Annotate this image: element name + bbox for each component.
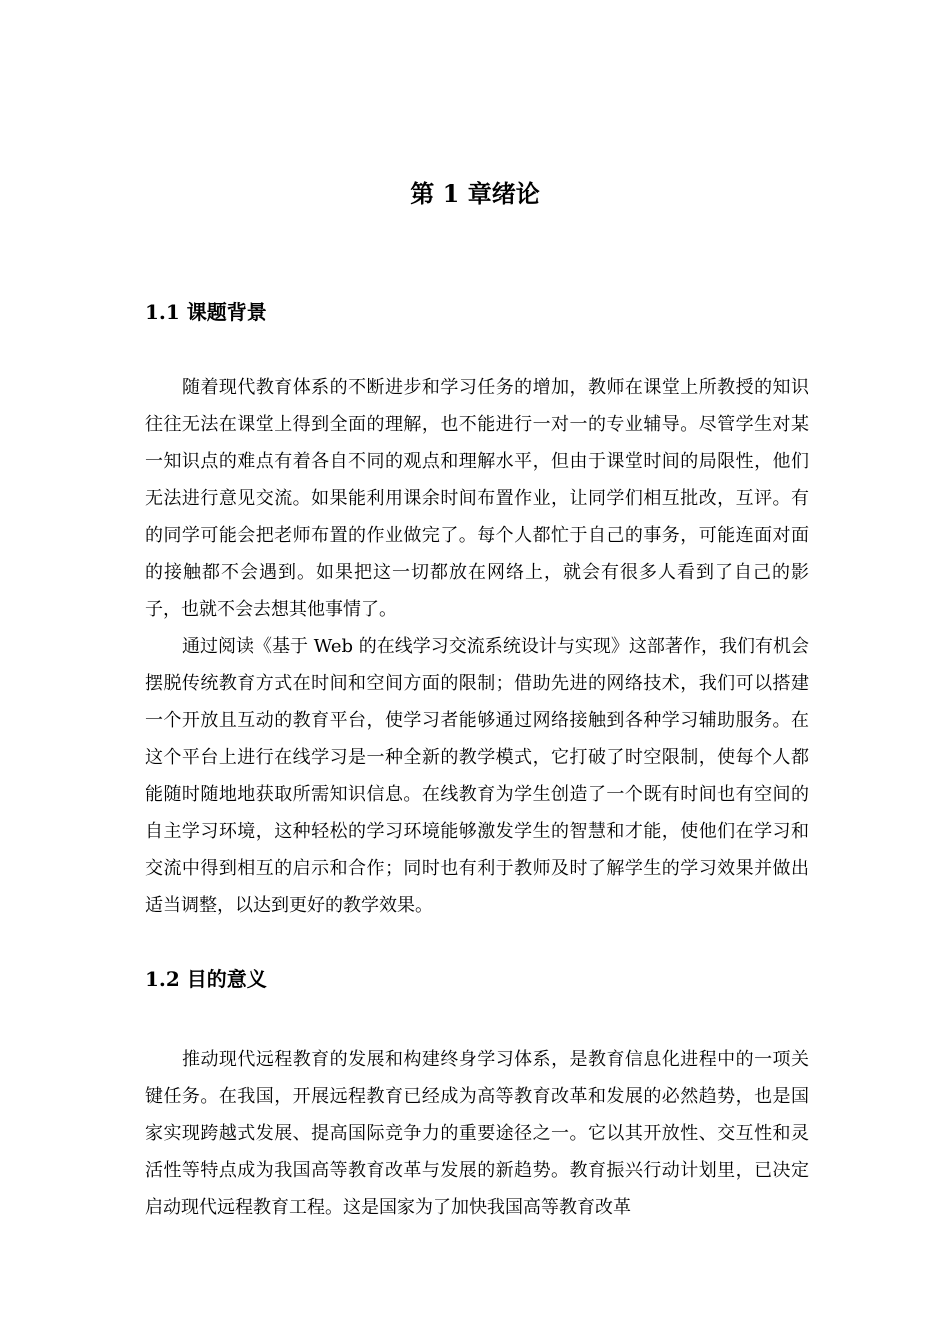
paragraph: 推动现代远程教育的发展和构建终身学习体系，是教育信息化进程中的一项关键任务。在我国，开展远程教育已经成为高等教育改革和发展的必然趋势，也是国家实现跨越式发展、提高国际竞争力的重要途径之一。它以其开放性、交互性和灵活性等特点成为我国高等教育改革与发展的新趋势。教育振兴行动计划里，已决定启动现代远程教育工程。这是国家为了加快我国高等教育改革 xyxy=(145,1049,809,1218)
section-body-purpose xyxy=(145,1041,809,1226)
paragraph: 通过阅读《基于 Web 的在线学习交流系统设计与实现》这部著作，我们有机会摆脱传统教育方式在时间和空间方面的限制；借助先进的网络技术，我们可以搭建一个开放且互动的教育平台，使学习者能够通过网络接触到各种学习辅助服务。在这个平台上进行在线学习是一种全新的教学模式，它打破了时空限制，使每个人都能随时随地地获取所需知识信息。在线教育为学生创造了一个既有时间也有空间的自主学习环境，这种轻松的学习环境能够激发学生的智慧和才能，使他们在学习和交流中得到相互的启示和合作；同时也有利于教师及时了解学生的学习效果并做出适当调整，以达到更好的教学效果。 xyxy=(145,636,809,916)
chapter-title: 第 1 章绪论 xyxy=(410,179,540,208)
section-heading-background: 1.1 课题背景 xyxy=(145,300,267,324)
section-heading-purpose: 1.2 目的意义 xyxy=(145,967,267,991)
section-body-background xyxy=(145,369,809,924)
paragraph: 随着现代教育体系的不断进步和学习任务的增加，教师在课堂上所教授的知识往往无法在课堂上得到全面的理解，也不能进行一对一的专业辅导。尽管学生对某一知识点的难点有着各自不同的观点和理解水平，但由于课堂时间的局限性，他们无法进行意见交流。如果能利用课余时间布置作业，让同学们相互批改，互评。有的同学可能会把老师布置的作业做完了。每个人都忙于自己的事务，可能连面对面的接触都不会遇到。如果把这一切都放在网络上，就会有很多人看到了自己的影子，也就不会去想其他事情了。 xyxy=(145,377,809,620)
